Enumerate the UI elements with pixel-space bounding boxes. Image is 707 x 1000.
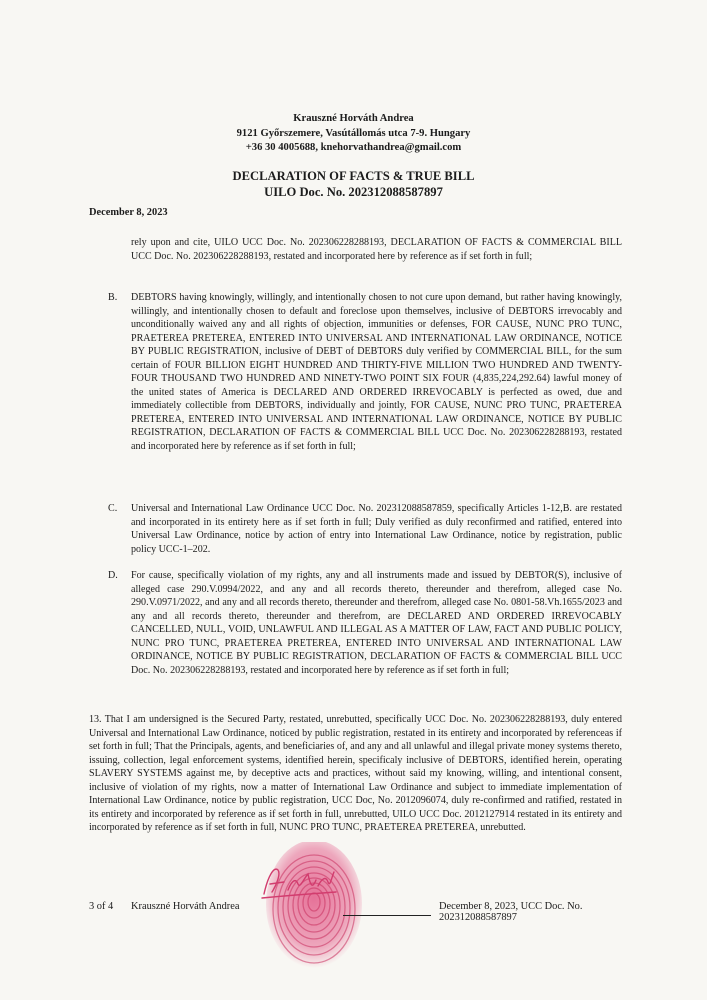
paragraph-13: 13. That I am undersigned is the Secured Party, restated, unrebutted, specifically UCC Doc. No. 202306228288193, duly entered Universal and International Law Ordinance, noticed by public registration, restated in its entirety and incorporated by referenceas if set forth in full; That the Principals, agents, and beneficiaries of, and any and all unlawful and illegal private money systems thereto, issuing, collection, legal enforcement systems, identified herein, specificaly inclusive of DEBTORS, identified herein, operating SLAVERY SYSTEMS against me, by deceptive acts and practices, without said my knowing, willing, and intentional consent, inclusive of violation of my rights, now a matter of International Law Ordinance and subject to immediate implementation of International Law Ordinance, notice by public registration, UCC Doc, No. 2012096074, duly re-confirmed and ratified, restated in its entirety and incorporated by reference as if set forth in full, unrebutted, UILO UCC Doc. 2012127914 restated in its entirety and incorporated by reference as if set forth in full, NUNC PRO TUNC, PRAETEREA PRETEREA, unrebutted. <box>89 714 622 834</box>
footer-reference: December 8, 2023, UCC Doc. No. 202312088587897 <box>439 901 583 923</box>
sender-contact: +36 30 4005688, knehorvathandrea@gmail.com <box>245 142 462 153</box>
sender-address: 9121 Győrszemere, Vasútállomás utca 7-9. Hungary <box>236 127 471 139</box>
document-title <box>0 168 707 200</box>
page-footer <box>89 901 622 921</box>
document-date: December 8, 2023 <box>89 207 168 218</box>
signature-line <box>343 915 431 916</box>
list-marker: D. <box>108 570 118 581</box>
footer-author: Krauszné Horváth Andrea <box>131 901 240 912</box>
continuation-paragraph: rely upon and cite, UILO UCC Doc. No. 202306228288193, DECLARATION OF FACTS & COMMERCIAL BILL UCC Doc. No. 202306228288193, restated and incorporated here by reference as if set forth in full; <box>131 237 622 262</box>
letterhead <box>0 112 707 156</box>
list-item-text: For cause, specifically violation of my rights, any and all instruments made and issued by DEBTOR(S), inclusive of alleged case 290.V.0994/2022, and any and all records thereto, thereunder and therefrom, alleged case No. 290.V.0971/2022, and any and all records thereto, thereunder and therefrom, alleged case No. 0801-58.Vh.1655/2023 and any and all records thereto, thereunder and therefrom, are DECLARED AND ORDERED IRREVOCABLY CANCELLED, NULL, VOID, UNLAWFUL AND ILLEGAL AS A MATTER OF LAW, FACT AND PUBLIC POLICY, NUNC PRO TUNC, PRAETEREA PRETEREA, ENTERED INTO UNIVERSAL AND INTERNATIONAL LAW ORDINANCE, NOTICE BY PUBLIC REGISTRATION, DECLARATION OF FACTS & COMMERCIAL BILL UCC Doc. No. 202306228288193, restated and incorporated here by reference as if set forth in full; <box>131 570 622 676</box>
title-line-2: UILO Doc. No. 202312088587897 <box>264 185 443 199</box>
signature-icon <box>258 856 338 904</box>
list-marker: C. <box>108 503 118 514</box>
title-line-1: DECLARATION OF FACTS & TRUE BILL <box>232 169 475 183</box>
list-item-text: DEBTORS having knowingly, willingly, and intentionally chosen to not cure upon demand, but rather having knowingly, willingly, and intentionally chosen to default and foreclose upon themselves, inclusive of DEBTORS irrevocably and unconditionally waived any and all rights of objection, immunities or defenses, FOR CAUSE, NUNC PRO TUNC, PRAETEREA PRETEREA, ENTERED INTO UNIVERSAL AND INTERNATIONAL LAW ORDINANCE, NOTICE BY PUBLIC REGISTRATION, inclusive of DEBT of DEBTORS duly verified by COMMERCIAL BILL, for the sum certain of FOUR BILLION EIGHT HUNDRED AND THIRTY-FIVE MILLION TWO HUNDRED AND TWENTY-FOUR THOUSAND TWO HUNDRED AND NINETY-TWO POINT SIX FOUR (4,835,224,292.64) lawful money of the united states of America is DECLARED AND ORDERED IRREVOCABLY is perfected as owed, due and immediately collectible from DEBTORS, individually and jointly, FOR CAUSE, NUNC PRO TUNC, PRAETEREA PRETEREA, ENTERED INTO UNIVERSAL AND INTERNATIONAL LAW ORDINANCE, NOTICE BY PUBLIC REGISTRATION, DECLARATION OF FACTS & COMMERCIAL BILL UCC Doc. No. 202306228288193, restated and incorporated here by reference as if set forth in full; <box>131 292 622 453</box>
sender-name: Krauszné Horváth Andrea <box>293 113 414 124</box>
page-number: 3 of 4 <box>89 901 114 912</box>
list-marker: B. <box>108 292 118 303</box>
list-item-text: Universal and International Law Ordinance UCC Doc. No. 202312088587859, specifically Articles 1-12,B. are restated and incorporated in its entirety here as if set forth in full; Duly verified as duly reconfirmed and ratified, entered into Universal Law Ordinance, notice by action of entry into International Law Ordinance, notice by registration, public policy UCC-1–202. <box>131 503 622 555</box>
